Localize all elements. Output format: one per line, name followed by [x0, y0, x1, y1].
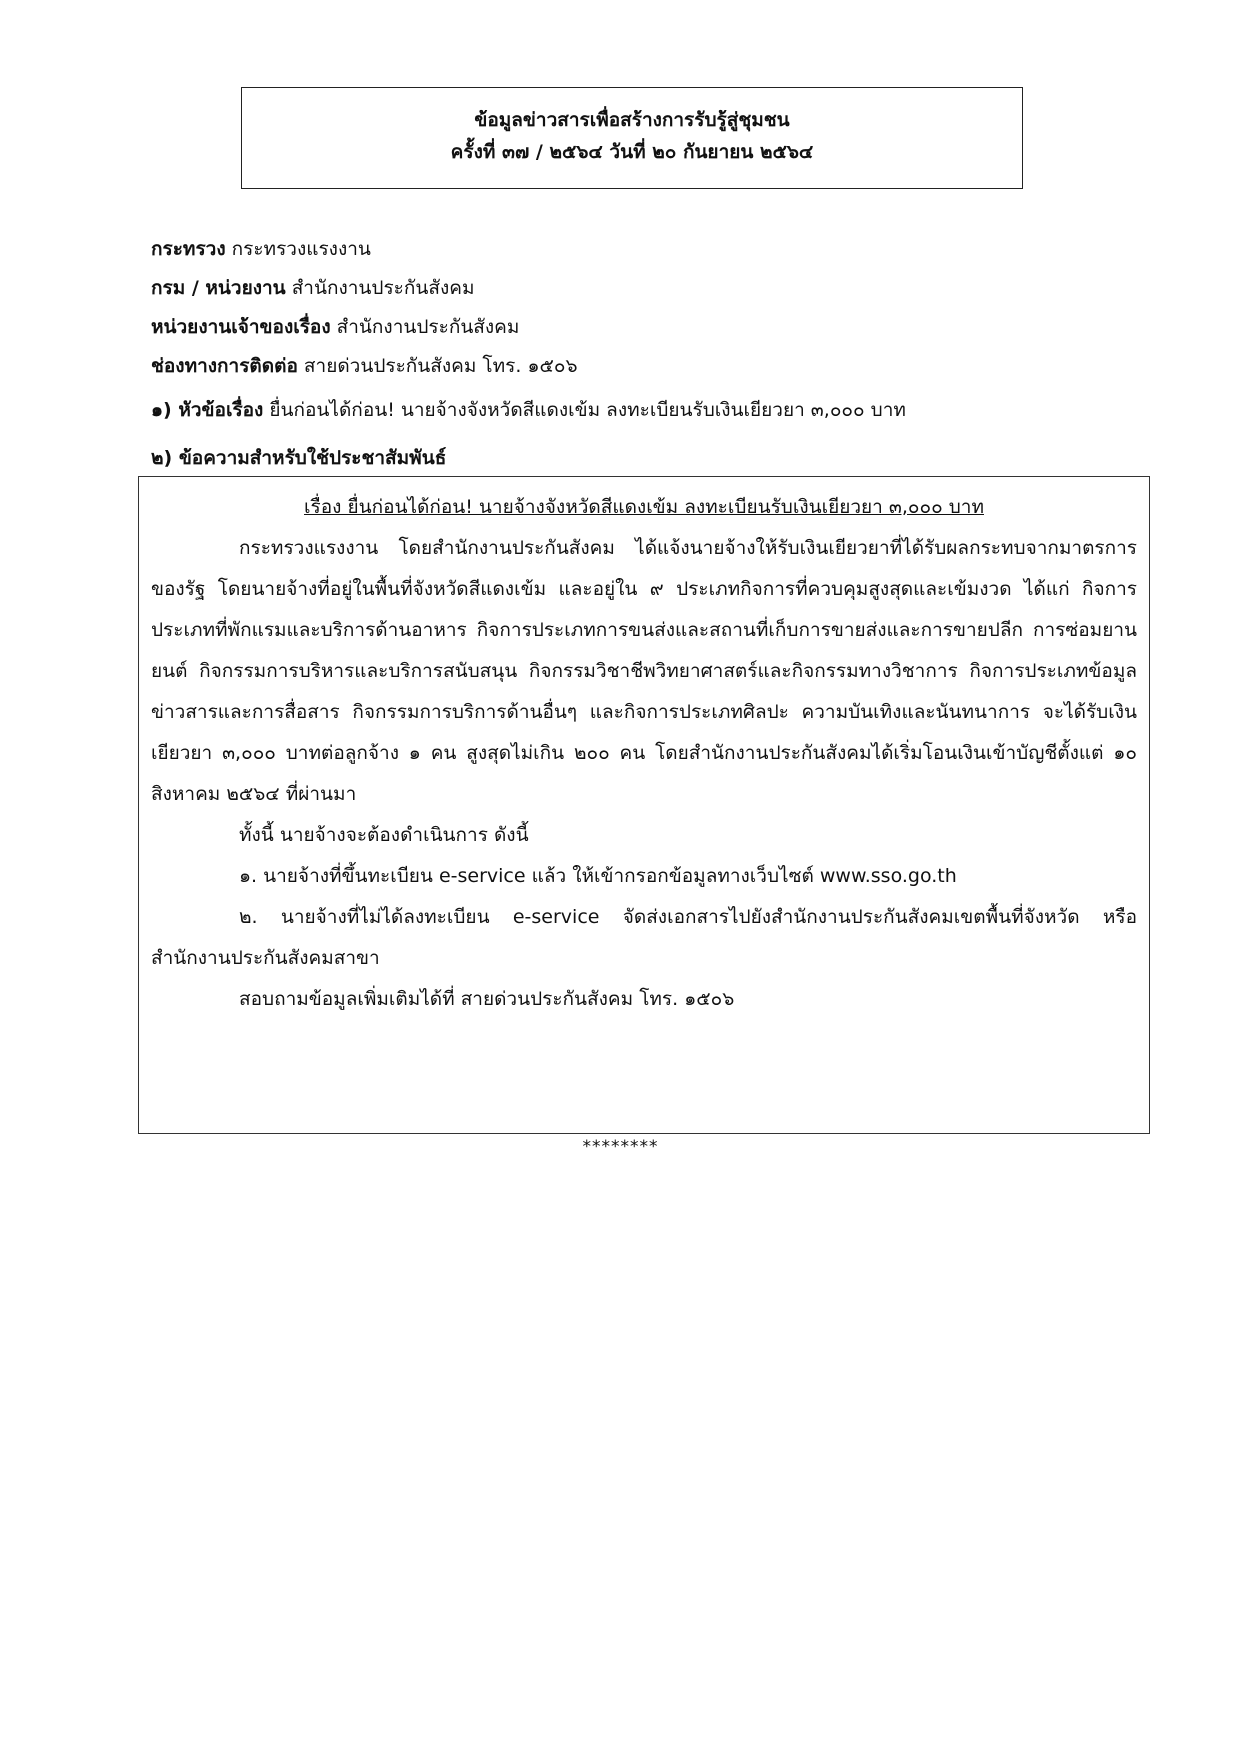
- ministry-value: กระทรวงแรงงาน: [231, 238, 371, 260]
- paragraph-requirements: ทั้งนี้ นายจ้างจะต้องดำเนินการ ดังนี้: [239, 824, 529, 846]
- press-release-title: เรื่อง ยื่นก่อนได้ก่อน! นายจ้างจังหวัดสีแดงเข้ม ลงทะเบียนรับเงินเยียวยา ๓,๐๐๐ บาท: [304, 496, 984, 518]
- owner-row: [151, 308, 1131, 347]
- document-title: ข้อมูลข่าวสารเพื่อสร้างการรับรู้สู่ชุมชน: [474, 109, 790, 131]
- department-row: [151, 269, 1131, 308]
- pr-heading: ๒) ข้อความสำหรับใช้ประชาสัมพันธ์: [151, 447, 447, 469]
- ministry-label: กระทรวง: [151, 238, 226, 260]
- department-value: สำนักงานประกันสังคม: [291, 277, 475, 299]
- topic-row: [151, 392, 1131, 428]
- ministry-row: [151, 230, 1131, 269]
- contact-label: ช่องทางการติดต่อ: [151, 355, 298, 377]
- paragraph-step-2: ๒. นายจ้างที่ไม่ได้ลงทะเบียน e-service จัดส่งเอกสารไปยังสำนักงานประกันสังคมเขตพื้นที่จังหวัด หรือสำนักงานประกันสังคมสาขา: [151, 906, 1137, 969]
- contact-value: สายด่วนประกันสังคม โทร. ๑๕๐๖: [303, 355, 578, 377]
- press-release-box: [138, 476, 1150, 1134]
- issue-line: ครั้งที่ ๓๗ / ๒๕๖๔ วันที่ ๒๐ กันยายน ๒๕๖๔: [450, 141, 814, 163]
- title-box: [241, 87, 1023, 189]
- paragraph-main: กระทรวงแรงงาน โดยสำนักงานประกันสังคม ได้แจ้งนายจ้างให้รับเงินเยียวยาที่ได้รับผลกระทบจากมาตรการของรัฐ โดยนายจ้างที่อยู่ในพื้นที่จังหวัดสีแดงเข้ม และอยู่ใน ๙ ประเภทกิจการที่ควบคุมสูงสุดและเข้มงวด ได้แก่ กิจการประเภทที่พักแรมและบริการด้านอาหาร กิจการประเภทการขนส่งและสถานที่เก็บการขายส่งและการขายปลีก การซ่อมยานยนต์ กิจกรรมการบริหารและบริการสนับสนุน กิจกรรมวิชาชีพวิทยาศาสตร์และกิจกรรมทางวิชาการ กิจการประเภทข้อมูลข่าวสารและการสื่อสาร กิจกรรมการบริการด้านอื่นๆ และกิจการประเภทศิลปะ ความบันเทิงและนันทนาการ จะได้รับเงินเยียวยา ๓,๐๐๐ บาทต่อลูกจ้าง ๑ คน สูงสุดไม่เกิน ๒๐๐ คน โดยสำนักงานประกันสังคมได้เริ่มโอนเงินเข้าบัญชีตั้งแต่ ๑๐ สิงหาคม ๒๕๖๔ ที่ผ่านมา: [151, 537, 1137, 805]
- paragraph-step-1: ๑. นายจ้างที่ขึ้นทะเบียน e-service แล้ว ให้เข้ากรอกข้อมูลทางเว็บไซต์ www.sso.go.th: [239, 865, 957, 887]
- topic-value: ยื่นก่อนได้ก่อน! นายจ้างจังหวัดสีแดงเข้ม ลงทะเบียนรับเงินเยียวยา ๓,๐๐๐ บาท: [269, 399, 906, 421]
- owner-value: สำนักงานประกันสังคม: [336, 316, 520, 338]
- department-label: กรม / หน่วยงาน: [151, 277, 286, 299]
- end-separator: ********: [582, 1137, 659, 1157]
- owner-label: หน่วยงานเจ้าของเรื่อง: [151, 316, 331, 338]
- contact-row: [151, 347, 1131, 386]
- meta-section: [151, 230, 1131, 386]
- topic-label: ๑) หัวข้อเรื่อง: [151, 399, 264, 421]
- paragraph-contact: สอบถามข้อมูลเพิ่มเติมได้ที่ สายด่วนประกันสังคม โทร. ๑๕๐๖: [239, 988, 735, 1010]
